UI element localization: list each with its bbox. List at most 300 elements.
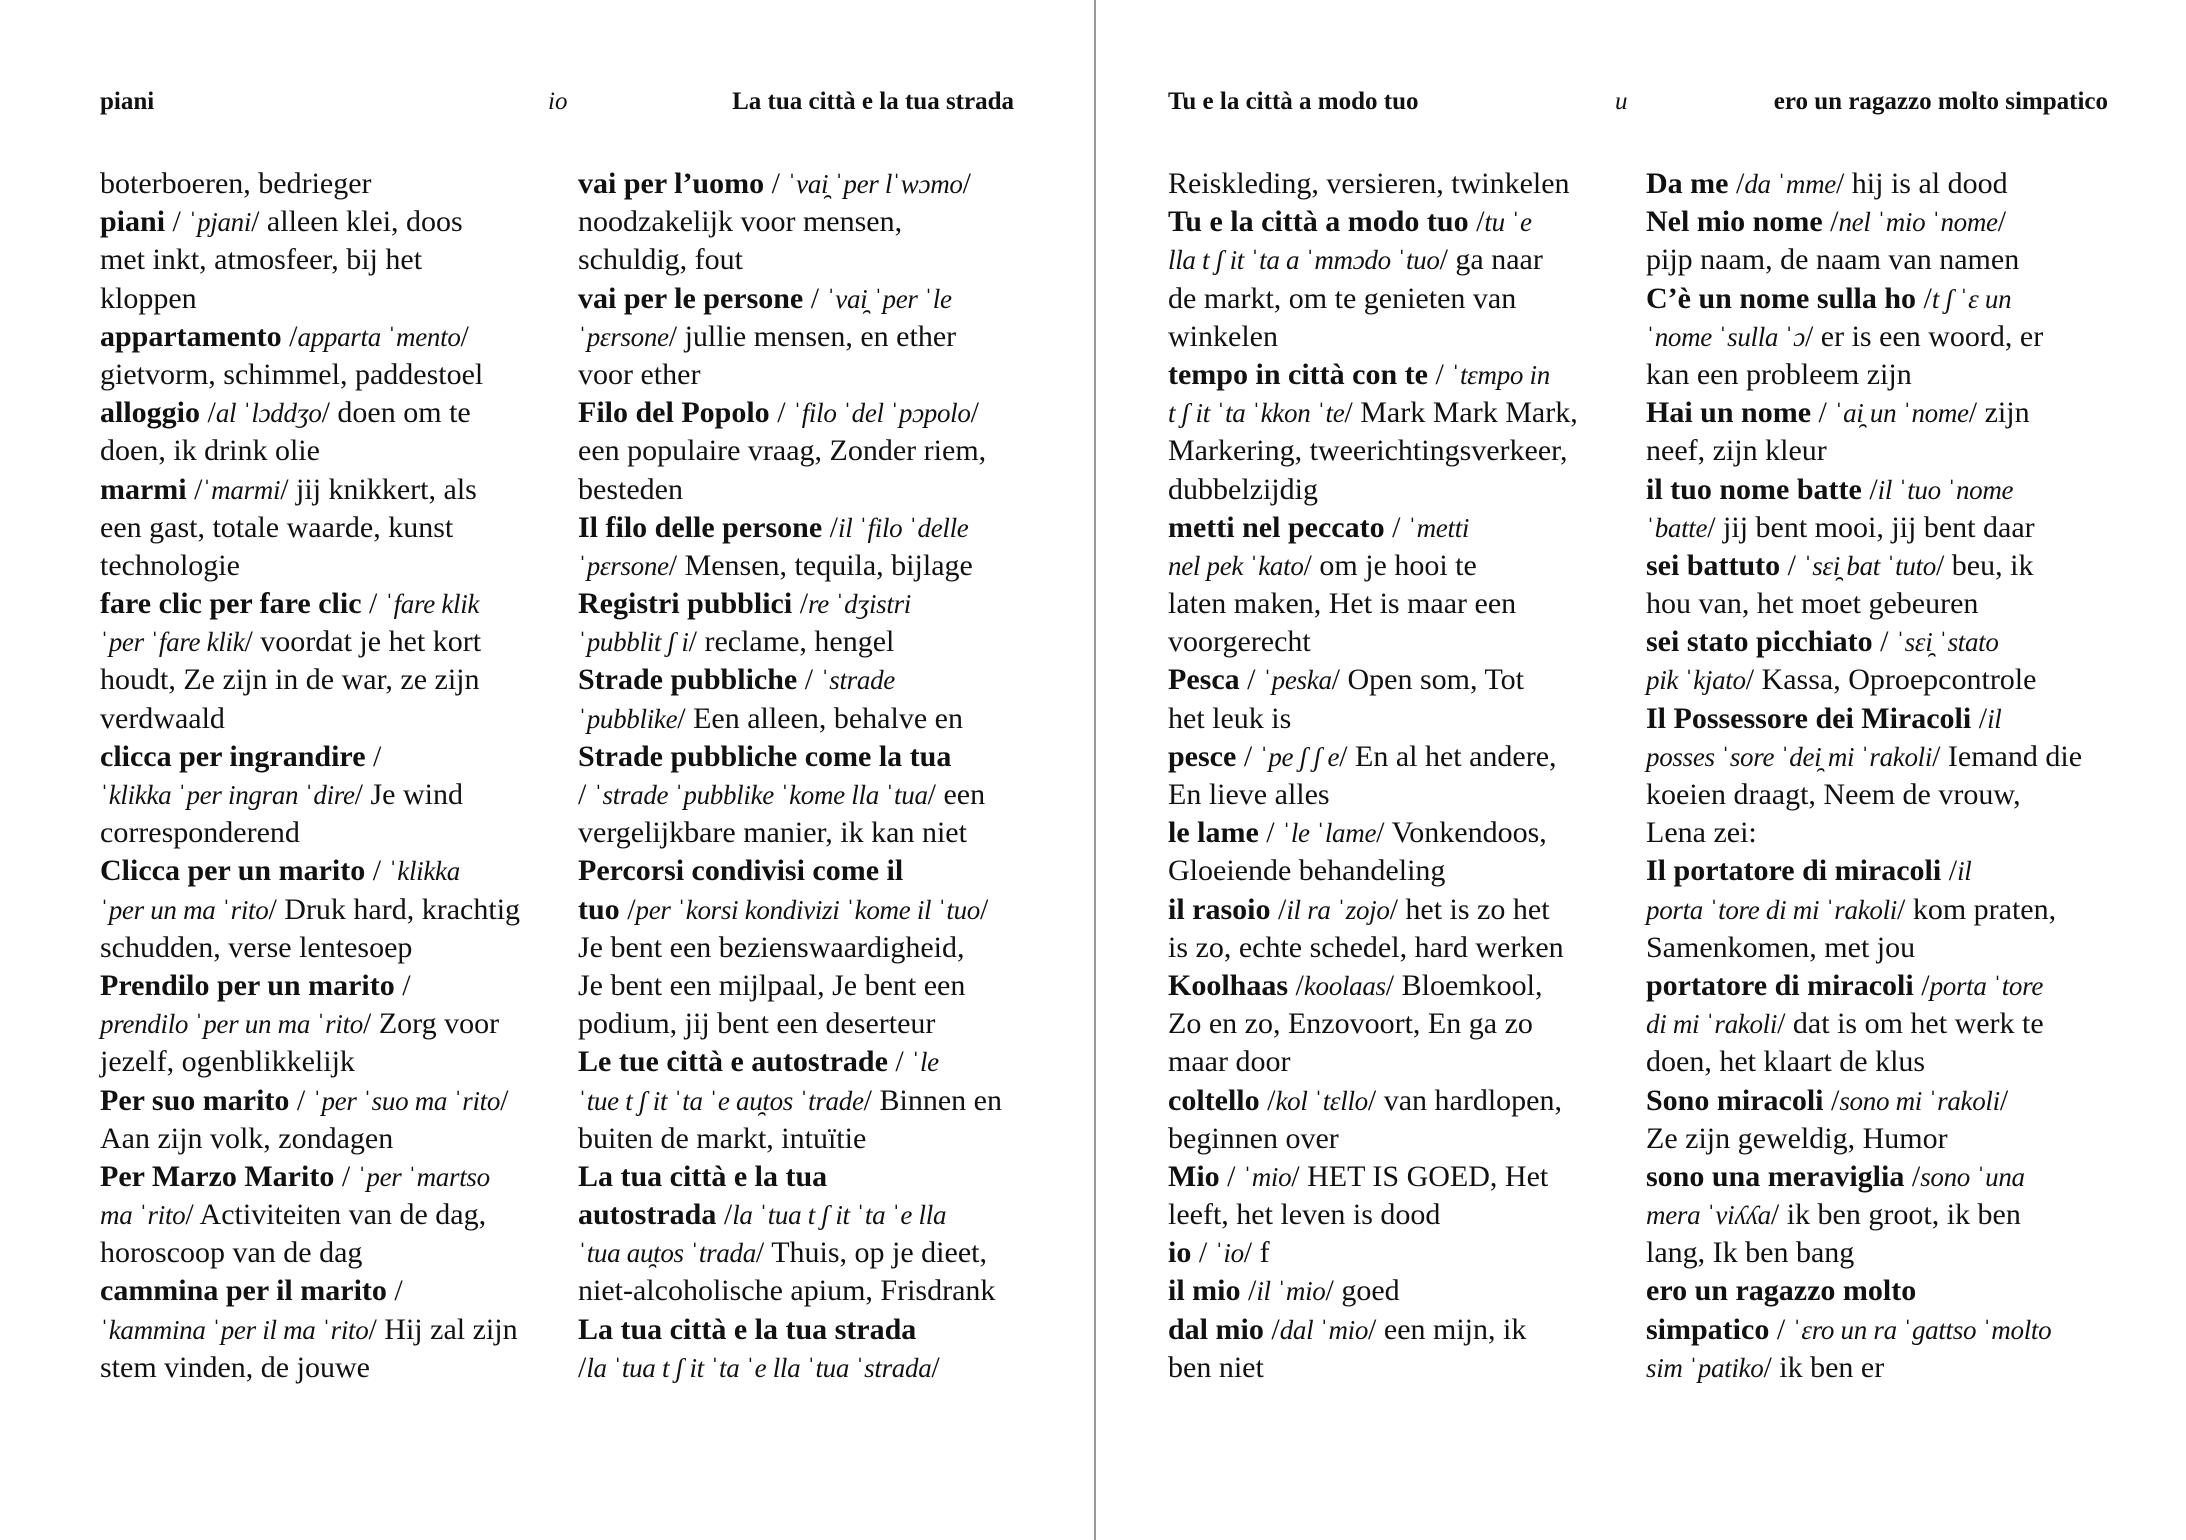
dictionary-line (1168, 814, 1608, 852)
dictionary-line (100, 852, 540, 890)
definition-text: / (460, 319, 469, 353)
definition-text: / (1971, 701, 1988, 735)
dictionary-line (100, 623, 540, 661)
dictionary-line (578, 1311, 1018, 1349)
dictionary-line (578, 165, 1018, 203)
pronunciation: ˈnome ˈsulla ˈɔ (1646, 321, 1805, 352)
dictionary-line (1646, 203, 2086, 241)
dictionary-line (1168, 356, 1608, 394)
dictionary-line (1168, 661, 1608, 699)
definition-text: Aan zijn volk, zondagen (100, 1121, 394, 1155)
pronunciation: ˈvai̯ ˈper lˈwɔmo (787, 169, 963, 199)
dictionary-line (578, 1005, 1018, 1043)
definition-text: / Kassa, Oproepcontrole (1745, 663, 2037, 697)
headword: Per suo marito (100, 1083, 290, 1117)
pronunciation: ˈpubblike (578, 703, 678, 734)
dictionary-line (100, 967, 540, 1005)
headword: La tua città e la tua strada (578, 1312, 917, 1346)
definition-text: / (1288, 968, 1304, 1002)
pronunciation: posses ˈsore ˈdei̯ mi ˈrakoli (1646, 741, 1933, 772)
definition-text: / HET IS GOED, Het (1291, 1159, 1549, 1193)
dictionary-line (100, 1234, 540, 1272)
definition-text: / Hij zal zijn (368, 1312, 518, 1346)
definition-text: een gast, totale waarde, kunst (100, 510, 454, 544)
pronunciation: ˈper ˈsuo ma ˈrito (312, 1085, 501, 1116)
definition-text: kan een probleem zijn (1646, 357, 1912, 391)
definition-text: / (792, 587, 809, 621)
dictionary-line (1646, 509, 2086, 547)
dictionary-column (578, 165, 1018, 1387)
definition-text: doen, ik drink olie (100, 434, 320, 468)
dictionary-line (100, 814, 540, 852)
headword: Strade pubbliche come la tua (578, 739, 952, 773)
headword: Percorsi condivisi come il (578, 854, 904, 888)
running-head-right: La tua città e la tua strada (732, 88, 1014, 115)
definition-text: / Mark Mark Mark, (1344, 396, 1578, 430)
dictionary-line (100, 547, 540, 585)
definition-text: / Binnen en (863, 1083, 1002, 1117)
headword: vai per l’uomo (578, 167, 765, 200)
definition-text: laten maken, Het is maar een (1168, 587, 1517, 621)
pronunciation: kol ˈtɛllo (1275, 1085, 1368, 1116)
dictionary-line (1168, 280, 1608, 318)
dictionary-line (578, 547, 1018, 585)
dictionary-line (578, 394, 1018, 432)
pronunciation: lla t ʃ it ˈta a ˈmmɔdo ˈtuo (1168, 245, 1440, 276)
dictionary-line (1646, 1158, 2086, 1196)
definition-text: jezelf, ogenblikkelijk (100, 1045, 355, 1079)
dictionary-column (100, 165, 540, 1387)
dictionary-line (1168, 1272, 1608, 1310)
pronunciation: ˈsɛi̯ bat ˈtuto (1803, 550, 1936, 581)
definition-text: / (887, 1045, 912, 1079)
headword: piani (100, 205, 166, 239)
pronunciation: ˈle ˈlame (1282, 818, 1377, 849)
dictionary-line (100, 1005, 540, 1043)
dictionary-line (1168, 1158, 1608, 1196)
definition-text: lang, Ik ben bang (1646, 1236, 1855, 1270)
dictionary-line (1168, 852, 1608, 890)
headword: Il filo delle persone (578, 510, 823, 544)
dictionary-line (1646, 1082, 2086, 1120)
pronunciation: ˈmio (1243, 1161, 1292, 1192)
definition-text: / (931, 1350, 940, 1384)
pronunciation: ˈle (911, 1047, 939, 1078)
dictionary-line (1646, 623, 2086, 661)
definition-text: / (1997, 205, 2007, 239)
pronunciation: ˈstrade ˈpubblike ˈkome lla ˈtua (593, 780, 928, 810)
definition-text: / (1236, 739, 1260, 773)
dictionary-line (100, 1349, 540, 1387)
definition-text: / (1822, 205, 1839, 239)
definition-text: / (1240, 1274, 1257, 1308)
dictionary-line (1646, 394, 2086, 432)
dictionary-line (1646, 967, 2086, 1005)
definition-text: / (186, 472, 203, 506)
definition-text: / (1239, 663, 1263, 697)
definition-text: horoscoop van de dag (100, 1236, 363, 1270)
definition-text: / Iemand die (1932, 739, 2083, 773)
page-folio: u (1615, 88, 1628, 115)
dictionary-line (578, 891, 1018, 929)
headword: Pesca (1168, 663, 1240, 697)
dictionary-line (578, 700, 1018, 738)
dictionary-line (578, 318, 1018, 356)
dictionary-line (578, 852, 1018, 890)
dictionary-line (100, 241, 540, 279)
headword: io (1168, 1236, 1192, 1270)
definition-text: technologie (100, 548, 240, 582)
definition-text: pijp naam, de naam van namen (1646, 243, 2020, 277)
definition-text: / (394, 968, 411, 1002)
pronunciation: apparta ˈmento (297, 321, 461, 352)
definition-text: / (334, 1159, 358, 1193)
definition-text: / (1823, 1083, 1840, 1117)
headword: sono una meraviglia (1646, 1159, 1905, 1193)
pronunciation: t ʃ ˈɛ un (1931, 283, 2012, 314)
pronunciation: ˈtua au̯tos ˈtrada (578, 1238, 756, 1269)
pronunciation: porta ˈtore (1929, 970, 2044, 1001)
pronunciation: il (1957, 856, 1972, 887)
definition-text: podium, jij bent een deserteur (578, 1007, 936, 1041)
dictionary-line (578, 967, 1018, 1005)
definition-text: / goed (1325, 1274, 1400, 1308)
definition-text: / Een alleen, behalve en (677, 701, 963, 735)
definition-text: / zijn (1968, 396, 2030, 430)
headword: autostrada (578, 1198, 717, 1232)
definition-text: / een mijn, ik (1368, 1312, 1527, 1346)
definition-text: / dat is om het werk te (1777, 1007, 2044, 1041)
dictionary-line (1646, 356, 2086, 394)
dictionary-line (1646, 700, 2086, 738)
definition-text: / (797, 663, 821, 697)
definition-text: maar door (1168, 1045, 1291, 1079)
pronunciation: ˈpe ʃ ʃ e (1259, 741, 1340, 772)
dictionary-line (578, 585, 1018, 623)
definition-text: leeft, het leven is dood (1168, 1198, 1441, 1232)
dictionary-line (1168, 394, 1608, 432)
definition-text: / (1872, 625, 1896, 659)
dictionary-line (578, 432, 1018, 470)
headword: C’è un nome sulla ho (1646, 281, 1917, 315)
headword: tuo (578, 892, 620, 926)
dictionary-line (1168, 1120, 1608, 1158)
pronunciation: ˈfilo ˈdel ˈpɔpolo (793, 398, 971, 429)
definition-text: / Vonkendoos, (1376, 816, 1547, 850)
definition-text: Reiskleding, versieren, twinkelen (1168, 167, 1570, 200)
definition-text: gietvorm, schimmel, paddestoel (100, 357, 484, 391)
dictionary-line (100, 929, 540, 967)
pronunciation: nel pek ˈkato (1168, 550, 1304, 581)
pronunciation: di mi ˈrakoli (1646, 1009, 1778, 1040)
definition-text: het leuk is (1168, 701, 1292, 735)
definition-text: / Activiteiten van de dag, (185, 1198, 487, 1232)
pronunciation: t ʃ it ˈta ˈkkon ˈte (1168, 398, 1345, 429)
dictionary-line (578, 929, 1018, 967)
headword: Per Marzo Marito (100, 1159, 335, 1193)
definition-text: winkelen (1168, 319, 1278, 353)
pronunciation: ˈklikka (388, 856, 460, 887)
definition-text: / Je wind (354, 778, 463, 811)
definition-text: / (361, 587, 385, 621)
dictionary-line (1646, 852, 2086, 890)
definition-text: dubbelzijdig (1168, 472, 1318, 506)
dictionary-line (100, 1158, 540, 1196)
right-page (1096, 0, 2186, 1540)
dictionary-line (1168, 432, 1608, 470)
pronunciation: prendilo ˈper un ma ˈrito (100, 1009, 363, 1040)
dictionary-line (1646, 471, 2086, 509)
definition-text: verdwaald (100, 701, 225, 735)
definition-text: / (822, 510, 838, 544)
definition-text: Je bent een bezienswaardigheid, (578, 930, 965, 964)
pronunciation: ˈmarmi (202, 474, 281, 505)
headword: metti nel peccato (1168, 510, 1385, 544)
pronunciation: la ˈtua t ʃ it ˈta ˈe lla (732, 1200, 947, 1231)
definition-text: met inkt, atmosfeer, bij het (100, 243, 423, 277)
definition-text: een populaire vraag, Zonder riem, (578, 434, 987, 468)
definition-text: / (962, 167, 971, 200)
headword: alloggio (100, 396, 201, 430)
definition-text: / (281, 319, 298, 353)
headword: Strade pubbliche (578, 663, 798, 697)
headword: Filo del Popolo (578, 396, 770, 430)
definition-text: / (1811, 396, 1835, 430)
definition-text: vergelijkbare manier, ik kan niet (578, 816, 967, 850)
running-head (0, 88, 1094, 118)
definition-text: / (1861, 472, 1878, 506)
running-head-left: Tu e la città a modo tuo (1168, 88, 1419, 115)
headword: Le tue città e autostrade (578, 1045, 888, 1079)
definition-text: / Druk hard, krachtig (268, 892, 521, 926)
dictionary-line (578, 776, 1018, 814)
dictionary-line (578, 1349, 1018, 1387)
headword: pesce (1168, 739, 1237, 773)
pronunciation: ˈpeska (1262, 665, 1332, 696)
dictionary-line (1646, 165, 2086, 203)
pronunciation: ˈper ˈmartso (357, 1161, 490, 1192)
running-head-left: piani (100, 88, 155, 115)
pronunciation: ˈpɛrsone (578, 321, 669, 352)
definition-text: de markt, om te genieten van (1168, 281, 1517, 315)
headword: Il portatore di miracoli (1646, 854, 1942, 888)
pronunciation: ˈvai̯ ˈper ˈle (826, 283, 952, 314)
definition-text: is zo, echte schedel, hard werken (1168, 930, 1564, 964)
definition-text: / jullie mensen, en ether (668, 319, 957, 353)
definition-text: buiten de markt, intuïtie (578, 1121, 867, 1155)
dictionary-line (578, 241, 1018, 279)
headword: appartamento (100, 319, 282, 353)
dictionary-line (1168, 700, 1608, 738)
dictionary-line (1646, 776, 2086, 814)
dictionary-line (1646, 241, 2086, 279)
definition-text: / jij knikkert, als (280, 472, 477, 506)
definition-text: Ze zijn geweldig, Humor (1646, 1121, 1948, 1155)
dictionary-line (1646, 929, 2086, 967)
definition-text: niet-alcoholische apium, Frisdrank (578, 1274, 996, 1308)
dictionary-line (1168, 891, 1608, 929)
dictionary-line (1646, 814, 2086, 852)
definition-text: / (1904, 1159, 1921, 1193)
pronunciation: per ˈkorsi kondivizi ˈkome il ˈtuo (635, 894, 980, 925)
dictionary-line (1646, 432, 2086, 470)
running-head-right: ero un ragazzo molto simpatico (1773, 88, 2108, 115)
dictionary-line (100, 509, 540, 547)
dictionary-line (100, 394, 540, 432)
definition-text: / (1219, 1159, 1243, 1193)
dictionary-line (100, 1311, 540, 1349)
dictionary-line (578, 814, 1018, 852)
pronunciation: porta ˈtore di mi ˈrakoli (1646, 894, 1897, 925)
pronunciation: ˈmetti (1407, 512, 1470, 543)
pronunciation: ˈfare klik (384, 589, 480, 620)
definition-text: / alleen klei, doos (251, 205, 463, 239)
dictionary-line (578, 1272, 1018, 1310)
definition-text: / (1769, 1312, 1793, 1346)
dictionary-line (578, 1082, 1018, 1120)
headword: il mio (1168, 1274, 1241, 1308)
headword: simpatico (1646, 1312, 1770, 1346)
dictionary-line (578, 1196, 1018, 1234)
headword: Sono miracoli (1646, 1083, 1824, 1117)
dictionary-line (100, 891, 540, 929)
pronunciation: ˈper ˈfare klik (100, 627, 245, 658)
headword: Koolhaas (1168, 968, 1289, 1002)
definition-text: / (165, 205, 189, 239)
definition-text: / (365, 739, 382, 773)
definition-text: / (1270, 892, 1287, 926)
dictionary-line (100, 356, 540, 394)
definition-text: / (980, 892, 989, 926)
pronunciation: ˈkammina ˈper il ma ˈrito (100, 1314, 369, 1345)
headword: Il Possessore dei Miracoli (1646, 701, 1972, 735)
dictionary-line (1646, 585, 2086, 623)
dictionary-line (1168, 165, 1608, 203)
definition-text: Gloeiende behandeling (1168, 854, 1446, 888)
headword: Nel mio nome (1646, 205, 1823, 239)
definition-text: / (578, 778, 594, 811)
dictionary-line (100, 1272, 540, 1310)
definition-text: / (1384, 510, 1408, 544)
dictionary-line (578, 509, 1018, 547)
definition-text: / (1468, 205, 1485, 239)
definition-text: besteden (578, 472, 683, 506)
headword: il tuo nome batte (1646, 472, 1862, 506)
pronunciation: tu ˈe (1484, 207, 1532, 238)
pronunciation: ˈklikka ˈper ingran ˈdire (100, 780, 355, 810)
definition-text: / Zorg voor (362, 1007, 500, 1041)
headword: cammina per il marito (100, 1274, 387, 1308)
definition-text: / (1999, 1083, 2009, 1117)
pronunciation: ˈio (1214, 1238, 1244, 1269)
definition-text: / (578, 1350, 587, 1384)
dictionary-line (100, 432, 540, 470)
headword: Prendilo per un marito (100, 968, 395, 1002)
headword: dal mio (1168, 1312, 1264, 1346)
definition-text: / (1728, 167, 1745, 200)
pronunciation: il ˈtuo ˈnome (1877, 474, 2014, 505)
definition-text: / (1427, 357, 1452, 391)
dictionary-line (100, 585, 540, 623)
dictionary-line (578, 1158, 1018, 1196)
headword: Clicca per un marito (100, 854, 366, 888)
dictionary-line (100, 471, 540, 509)
headword: sei battuto (1646, 548, 1781, 582)
dictionary-line (1168, 1196, 1608, 1234)
definition-text: / (803, 281, 827, 315)
pronunciation: la ˈtua t ʃ it ˈta ˈe lla ˈtua ˈstrada (586, 1352, 932, 1383)
definition-text: hou van, het moet gebeuren (1646, 587, 1979, 621)
definition-text: / (1780, 548, 1804, 582)
headword: portatore di miracoli (1646, 968, 1914, 1002)
definition-text: / hij is al dood (1835, 167, 2008, 200)
dictionary-line (100, 318, 540, 356)
dictionary-column (1646, 165, 2086, 1387)
dictionary-line (1646, 280, 2086, 318)
pronunciation: il (1987, 703, 2002, 734)
dictionary-line (1646, 1349, 2086, 1387)
dictionary-line (100, 280, 540, 318)
definition-text: / ik ben er (1763, 1350, 1885, 1384)
pronunciation: ˈtɛmpo in (1451, 359, 1550, 390)
pronunciation: ˈbatte (1646, 512, 1708, 543)
headword: sei stato picchiato (1646, 625, 1873, 659)
pronunciation: mera ˈviʎʎa (1646, 1200, 1771, 1231)
dictionary-line (1168, 1349, 1608, 1387)
pronunciation: pik ˈkjato (1646, 665, 1746, 696)
dictionary-line (100, 700, 540, 738)
definition-text: / (769, 396, 794, 430)
dictionary-line (1168, 1082, 1608, 1120)
definition-text: noodzakelijk voor mensen, (578, 205, 903, 239)
dictionary-line (1168, 241, 1608, 279)
dictionary-line (578, 203, 1018, 241)
dictionary-line (578, 356, 1018, 394)
pronunciation: il ˈfilo ˈdelle (838, 512, 969, 543)
definition-text: / (500, 1083, 509, 1117)
pronunciation: il ˈmio (1256, 1276, 1326, 1307)
dictionary-line (578, 738, 1018, 776)
definition-text: Markering, tweerichtingsverkeer, (1168, 434, 1568, 468)
definition-text: / reclame, hengel (688, 625, 895, 659)
dictionary-line (1168, 1234, 1608, 1272)
dictionary-line (100, 1043, 540, 1081)
definition-text: / (1263, 1312, 1280, 1346)
headword: il rasoio (1168, 892, 1271, 926)
definition-text: schudden, verse lentesoep (100, 930, 413, 964)
page-folio: io (548, 88, 568, 115)
headword: ero un ragazzo molto (1646, 1274, 1917, 1308)
definition-text: / jij bent mooi, jij bent daar (1707, 510, 2035, 544)
pronunciation: ˈper un ma ˈrito (100, 894, 269, 925)
pronunciation: ˈtue t ʃ it ˈta ˈe au̯tos ˈtrade (578, 1085, 864, 1116)
headword: Registri pubblici (578, 587, 793, 621)
definition-text: / (386, 1274, 403, 1308)
headword: fare clic per fare clic (100, 587, 362, 621)
definition-text: / er is een woord, er (1804, 319, 2044, 353)
dictionary-line (578, 471, 1018, 509)
definition-text: / een (927, 778, 986, 811)
definition-text: Samenkomen, met jou (1646, 930, 1916, 964)
definition-text: / (1259, 1083, 1276, 1117)
definition-text: / f (1243, 1236, 1270, 1270)
dictionary-line (1646, 1196, 2086, 1234)
definition-text: Lena zei: (1646, 816, 1757, 850)
dictionary-line (578, 1234, 1018, 1272)
pronunciation: koolaas (1303, 970, 1386, 1001)
dictionary-line (100, 776, 540, 814)
definition-text: stem vinden, de jouwe (100, 1350, 370, 1384)
